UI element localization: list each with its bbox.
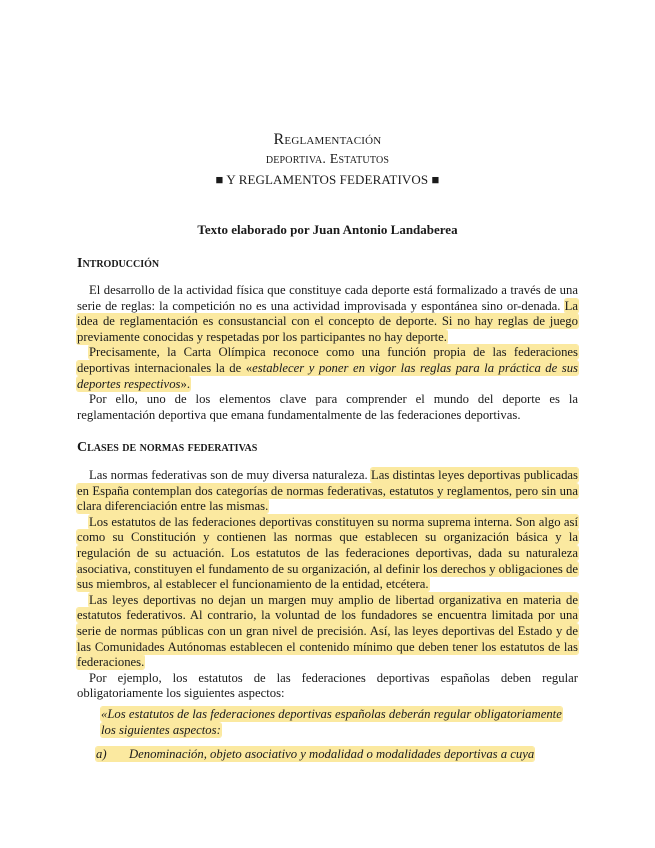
intro-section: [77, 283, 578, 423]
clases-paragraph-4: Por ejemplo, los estatutos de las federaciones deportivas españolas deben regular obligatoriamente los siguientes aspectos:: [77, 670, 578, 701]
intro-p2-text-a: Precisamente, la Carta Olímpica reconoce como una función propia de las federaciones deportivas internacionales la de «: [77, 345, 578, 375]
section-heading-clases: Clases de normas federativas: [77, 440, 258, 455]
clases-p3-highlight: Las leyes deportivas no dejan un margen muy amplio de libertad organizativa en materia de estatutos federativos. Al contrario, la voluntad de los fundadores se encuentra limitada por una serie de normas públicas con un gran nivel de precisión. Así, las leyes deportivas del Estado y de las Comunidades Autónomas establecen el contenido mínimo que deben tener los estatutos de las federaciones.: [77, 592, 578, 670]
clases-paragraph-2: [77, 515, 578, 593]
law-quote: [101, 706, 578, 738]
clases-paragraph-1: [77, 468, 578, 515]
list-item-a: [96, 746, 578, 762]
intro-paragraph-3: Por ello, uno de los elementos clave para comprender el mundo del deporte es la reglamentación deportiva que emana fundamentalmente de las federaciones deportivas.: [77, 392, 578, 422]
clases-p1-text: Las normas federativas son de muy diversa naturaleza.: [89, 468, 371, 482]
intro-paragraph-2: [77, 345, 578, 392]
law-quote-highlight: «Los estatutos de las federaciones deportivas españolas deberán regular obligatoriamente los siguientes aspectos:: [101, 707, 562, 737]
intro-p2-text-b: ».: [180, 376, 190, 391]
intro-p1-highlight: La idea de reglamentación es consustancial con el concepto de deporte. Si no hay reglas de juego previamente conocidas y respetadas por los participantes no hay deporte.: [77, 298, 578, 344]
list-item-a-text: Denominación, objeto asociativo y modalidad o modalidades deportivas a cuya: [129, 747, 535, 761]
intro-p2-highlight: [77, 345, 578, 390]
intro-p1-text: El desarrollo de la actividad física que constituye cada deporte está formalizado a través de una serie de reglas: la competición no es una actividad improvisada y espontánea sino or-denada.: [77, 283, 578, 313]
title-line-2: deportiva. Estatutos: [265, 152, 390, 167]
intro-p2-quote: establecer y poner en vigor las reglas para la práctica de sus deportes respectivos: [77, 360, 578, 391]
title-line-3: ■ Y REGLAMENTOS FEDERATIVOS ■: [215, 172, 440, 187]
clases-section: [77, 468, 578, 702]
clases-paragraph-3: [77, 593, 578, 671]
clases-p1-highlight: Las distintas leyes deportivas publicadas en España contemplan dos categorías de normas federativas, estatutos y reglamentos, pero sin una clara diferenciación entre las mismas.: [77, 468, 578, 514]
title-line-1: Reglamentación: [273, 131, 382, 148]
section-heading-introduccion: Introducción: [77, 256, 160, 271]
intro-paragraph-1: [77, 283, 578, 345]
list-item-a-highlight: [96, 747, 534, 761]
list-item-a-letter: a): [96, 747, 107, 761]
document-title: [0, 130, 655, 190]
clases-p2-highlight: Los estatutos de las federaciones deportivas constituyen su norma suprema interna. Son algo así como su Constitución y contienen las normas que establecen su organización básica y la regulación de su actuación. Los estatutos de las federaciones deportivas, dada su naturaleza asociativa, constituyen el fundamento de su organización, al definir los derechos y obligaciones de sus miembros, al establecer el funcionamiento de la entidad, etcétera.: [77, 514, 578, 592]
author-line: Texto elaborado por Juan Antonio Landaberea: [197, 222, 458, 237]
